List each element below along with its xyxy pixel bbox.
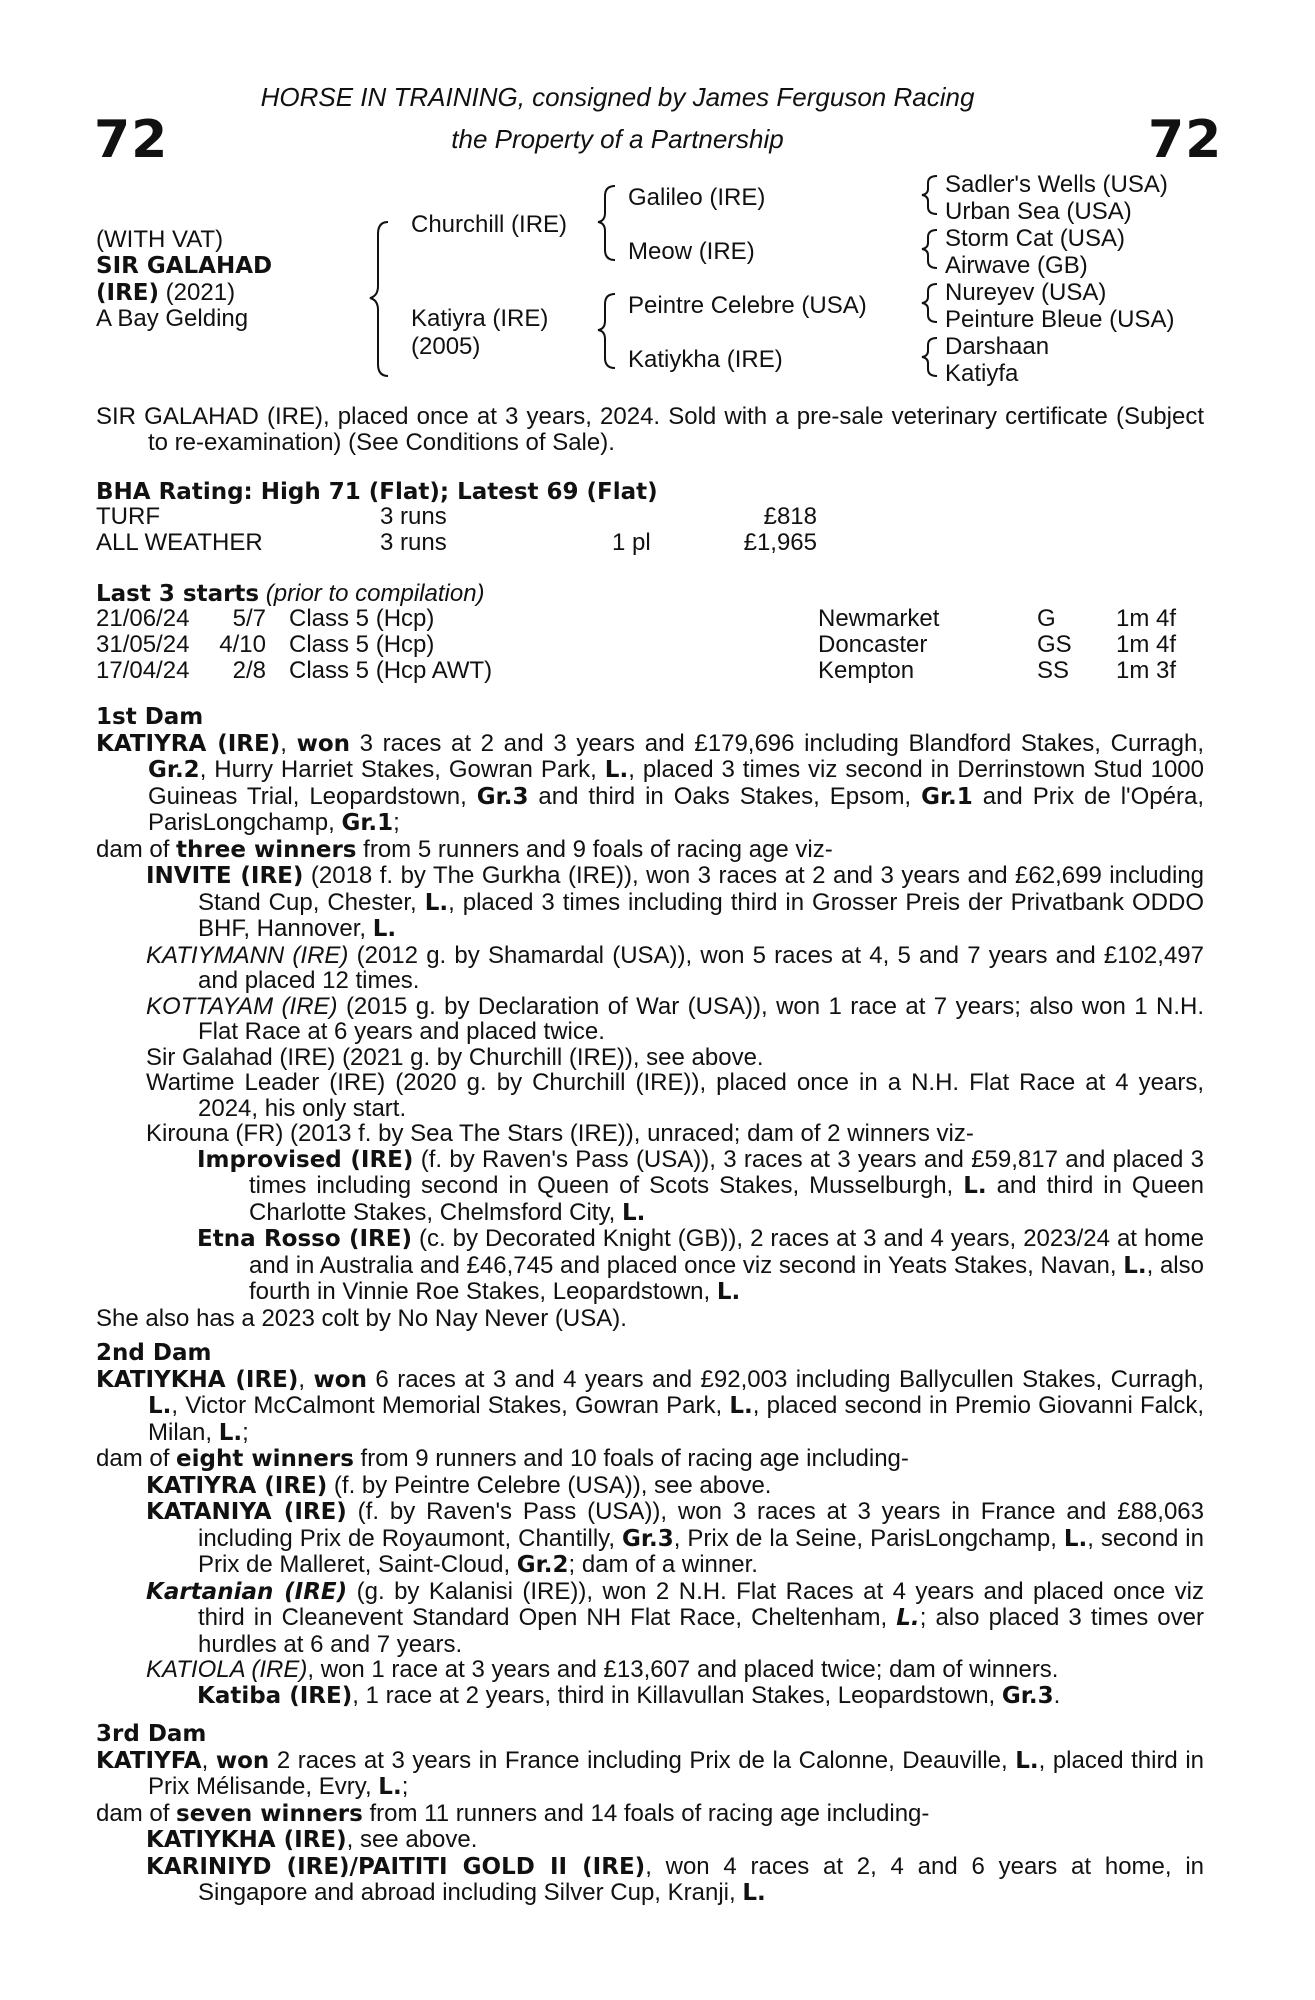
second-dam-produce-summary: dam of eight winners from 9 runners and 10 foals of racing age including- (96, 1445, 909, 1472)
run-position: 2/8 (232, 657, 266, 684)
second-dam-heading: 2nd Dam (96, 1340, 212, 1366)
produce-entry: KATIYMANN (IRE) (2012 g. by Shamardal (USA)), won 5 races at 4, 5 and 7 years and £102,497 and placed 12 times. (146, 941, 1204, 994)
produce-entry: Kirouna (FR) (2013 f. by Sea The Stars (IRE)), unraced; dam of 2 winners viz- (146, 1120, 974, 1147)
produce-entry: KOTTAYAM (IRE) (2015 g. by Declaration of War (USA)), won 1 race at 7 years; also won 1 N.H. Flat Race at 6 years and placed twice. (146, 992, 1204, 1045)
intro-text: SIR GALAHAD (IRE), placed once at 3 years, 2024. Sold with a pre-sale veterinary certificate (Subject to re-examination) (See Conditions of Sale). (96, 403, 1204, 456)
first-dam-produce-summary: dam of three winners from 5 runners and 9 foals of racing age viz- (96, 835, 833, 863)
pedigree-sire: Churchill (IRE) (411, 211, 568, 238)
first-dam-heading: 1st Dam (96, 704, 204, 730)
second-dam-summary: KATIYKHA (IRE), won 6 races at 3 and 4 years and £92,003 including Ballycullen Stakes, Curragh, L., Victor McCalmont Memorial Stakes, Gowran Park, L., placed second in Premio Giovanni Falck, Milan, L.; (96, 1365, 1205, 1446)
produce-entry: Sir Galahad (IRE) (2021 g. by Churchill (IRE)), see above. (146, 1043, 764, 1071)
grand-produce-entry: Etna Rosso (IRE) (c. by Decorated Knight (GB)), 2 races at 3 and 4 years, 2023/24 at home and in Australia and £46,745 and placed once viz second in Yeats Stakes, Navan, L., also fourth in Vinnie Roe Stakes, Leopardstown, L. (197, 1225, 1205, 1305)
grand-produce-entry: Improvised (IRE) (f. by Raven's Pass (USA)), 3 races at 3 years and £59,817 and placed 3 times including second in Queen of Scots Stakes, Musselburgh, L. and third in Queen Charlotte Stakes, Chelmsford City, L. (197, 1145, 1204, 1226)
produce-entry: KATIYKHA (IRE), see above. (146, 1826, 478, 1853)
pedigree-sdd: Airwave (GB) (945, 252, 1088, 279)
bha-prize: £818 (763, 503, 817, 530)
pedigree-sss: Sadler's Wells (USA) (945, 171, 1168, 198)
run-date: 31/05/24 (96, 631, 190, 658)
run-date: 21/06/24 (96, 605, 190, 632)
last-starts-table (96, 606, 1206, 686)
first-dam-summary: KATIYRA (IRE), won 3 races at 2 and 3 years and £179,696 including Blandford Stakes, Curragh, Gr.2, Hurry Harriet Stakes, Gowran Park, L., placed 3 times viz second in Derrinstown Stud 1000 Guineas Trial, Leopardstown, Gr.3 and third in Oaks Stakes, Epsom, Gr.1 and Prix de l'Opéra, ParisLongchamp, Gr.1; (96, 729, 1205, 836)
bha-rating: BHA Rating: High 71 (Flat); Latest 69 (Flat) (96, 479, 658, 505)
third-dam-heading: 3rd Dam (96, 1721, 207, 1747)
last-starts-heading: Last 3 starts (prior to compilation) (96, 580, 485, 607)
run-course: Newmarket (818, 605, 940, 632)
pedigree-ddd: Katiyfa (945, 360, 1019, 387)
vat-note: (WITH VAT) (96, 226, 224, 253)
intro-block (96, 404, 1204, 455)
pedigree-sire-dam: Meow (IRE) (628, 238, 755, 265)
produce-note: She also has a 2023 colt by No Nay Never (USA). (96, 1304, 627, 1332)
third-dam-summary: KATIYFA, won 2 races at 3 years in France including Prix de la Calonne, Deauville, L., placed third in Prix Mélisande, Evry, L.; (96, 1746, 1205, 1800)
bracket-dam (598, 294, 615, 368)
bracket-ss (922, 176, 937, 214)
run-course: Doncaster (818, 631, 928, 658)
lot-number-right: 72 (1148, 110, 1223, 170)
produce-entry: KARINIYD (IRE)/PAITITI GOLD II (IRE), won 4 races at 2, 4 and 6 years at home, in Singapore and abroad including Silver Cup, Kranji, L. (146, 1852, 1204, 1906)
bha-prize: £1,965 (743, 529, 817, 556)
pedigree-ssd: Urban Sea (USA) (945, 198, 1132, 225)
produce-entry: Kartanian (IRE) (g. by Kalanisi (IRE)), won 2 N.H. Flat Races at 4 years and placed once viz third in Cleanevent Standard Open NH Flat Race, Cheltenham, L.; also placed 3 times over hurdles at 6 and 7 years. (146, 1577, 1204, 1658)
bracket-main (370, 222, 388, 376)
produce-entry: KATIYRA (IRE) (f. by Peintre Celebre (USA)), see above. (146, 1471, 772, 1499)
bha-surface: TURF (96, 503, 160, 530)
property-line: the Property of a Partnership (451, 124, 784, 154)
bracket-sire (598, 186, 615, 260)
run-class: Class 5 (Hcp AWT) (289, 657, 493, 684)
run-position: 4/10 (219, 631, 266, 658)
run-class: Class 5 (Hcp) (289, 631, 435, 658)
bha-runs: 3 runs (380, 529, 447, 556)
pedigree-brackets (0, 0, 1315, 400)
bha-placed: 1 pl (612, 529, 651, 556)
third-dam-produce-summary: dam of seven winners from 11 runners and 14 foals of racing age including- (96, 1799, 930, 1827)
first-dam-section (96, 705, 1204, 1331)
run-distance: 1m 4f (1116, 605, 1177, 632)
pedigree-sds: Storm Cat (USA) (945, 225, 1126, 252)
produce-entry: KATANIYA (IRE) (f. by Raven's Pass (USA)), won 3 races at 3 years in France and £88,063 including Prix de Royaumont, Chantilly, Gr.3, Prix de la Seine, ParisLongchamp, L., second in Prix de Malleret, Saint-Cloud, Gr.2; dam of a winner. (146, 1498, 1204, 1578)
run-going: G (1037, 605, 1056, 632)
run-distance: 1m 3f (1116, 657, 1177, 684)
second-dam-section (96, 1341, 1204, 1709)
grand-produce-entry: Katiba (IRE), 1 race at 2 years, third in Killavullan Stakes, Leopardstown, Gr.3. (197, 1681, 1061, 1709)
run-position: 5/7 (232, 605, 266, 632)
pedigree-dam-year: (2005) (411, 333, 481, 360)
run-distance: 1m 4f (1116, 631, 1177, 658)
bracket-ds (922, 284, 937, 322)
pedigree-dsd: Peinture Bleue (USA) (945, 306, 1175, 333)
pedigree-dds: Darshaan (945, 333, 1050, 360)
run-date: 17/04/24 (96, 657, 190, 684)
pedigree-dam-sire: Peintre Celebre (USA) (628, 292, 867, 319)
run-course: Kempton (818, 657, 915, 684)
pedigree-dss: Nureyev (USA) (945, 279, 1107, 306)
bracket-dd (922, 338, 937, 376)
horse-description: A Bay Gelding (96, 305, 249, 332)
horse-name: SIR GALAHAD (96, 253, 273, 279)
lot-number-left: 72 (94, 110, 169, 170)
consignor-line: HORSE IN TRAINING, consigned by James Ferguson Racing (260, 82, 975, 112)
produce-entry: INVITE (IRE) (2018 f. by The Gurkha (IRE)), won 3 races at 2 and 3 years and £62,699 including Stand Cup, Chester, L., placed 3 times including third in Grosser Preis der Privatbank ODDO BHF, Hannover, L. (146, 862, 1205, 942)
third-dam-section (96, 1722, 1204, 1907)
bha-runs: 3 runs (380, 503, 447, 530)
bha-table (96, 504, 896, 556)
bracket-sd (922, 230, 937, 268)
pedigree-dam: Katiyra (IRE) (411, 305, 549, 332)
produce-entry: Wartime Leader (IRE) (2020 g. by Churchill (IRE)), placed once in a N.H. Flat Race at 4 years, 2024, his only start. (146, 1069, 1204, 1122)
run-going: GS (1037, 631, 1072, 658)
pedigree-dam-dam: Katiykha (IRE) (628, 346, 783, 373)
pedigree-sire-sire: Galileo (IRE) (628, 184, 766, 211)
run-going: SS (1037, 657, 1070, 684)
horse-suffix-year: (IRE) (2021) (96, 279, 236, 306)
bha-surface: ALL WEATHER (96, 529, 263, 556)
produce-entry: KATIOLA (IRE), won 1 race at 3 years and £13,607 and placed twice; dam of winners. (146, 1656, 1059, 1683)
run-class: Class 5 (Hcp) (289, 605, 435, 632)
